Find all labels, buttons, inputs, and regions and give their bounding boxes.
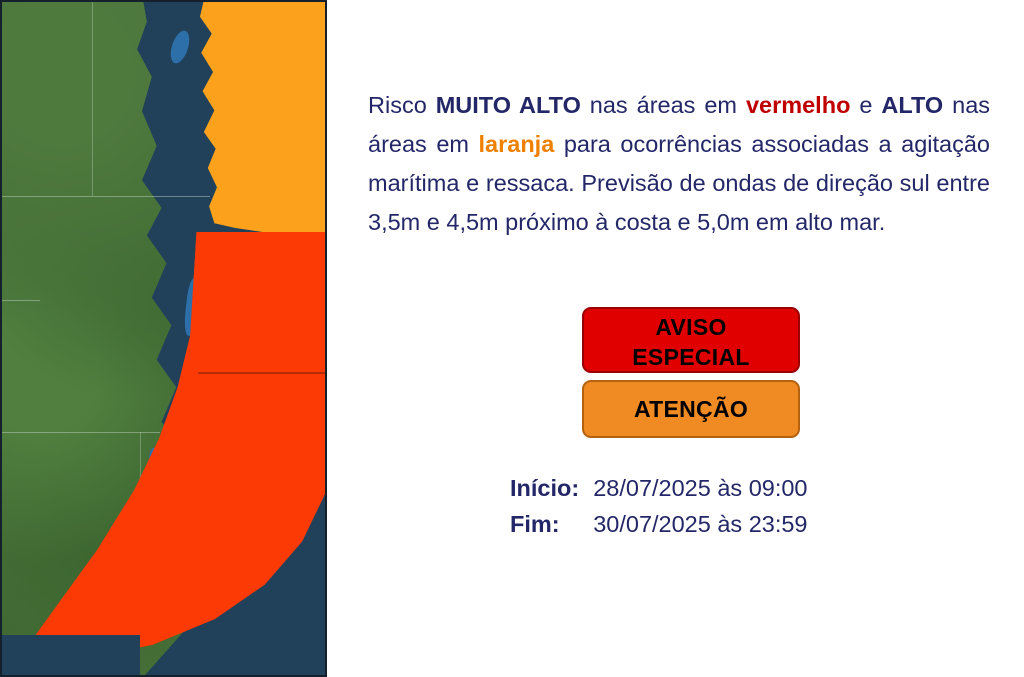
map-ocean-southwest: [0, 635, 140, 677]
period-start-value: 28/07/2025 às 09:00: [593, 475, 808, 501]
map-state-boundary: [0, 196, 210, 197]
warning-level-alto: ALTO: [881, 91, 944, 118]
warning-color-vermelho: vermelho: [745, 91, 851, 118]
content-panel: [327, 0, 1024, 677]
warning-text-part-5: e: [850, 91, 882, 118]
period-end-label: Fim:: [510, 511, 560, 537]
warning-text-part-9: para ocorrências associadas a agitação marítima e ressaca. Previsão de ondas de direção sul entre 3,5m e 4,5m próximo à costa e 5,0m em alto mar.: [368, 130, 990, 235]
period-end-row: [510, 506, 808, 542]
map-state-boundary: [0, 432, 160, 433]
map-zone-orange-atencao: [196, 0, 327, 240]
badge-aviso-especial-line1: AVISO: [655, 314, 727, 340]
warning-description: [368, 86, 990, 242]
period-end-value: 30/07/2025 às 23:59: [593, 511, 808, 537]
legend-badges: [582, 307, 800, 438]
period-start-label: Início:: [510, 475, 580, 501]
status-badge-aviso-especial: [582, 307, 800, 373]
warning-color-laranja: laranja: [478, 130, 555, 157]
warning-text-part-7: nas áreas em: [368, 91, 991, 157]
map-state-boundary: [92, 0, 93, 196]
map-zone-divider: [198, 372, 326, 374]
badge-aviso-especial-line2: ESPECIAL: [632, 344, 750, 370]
validity-period: [510, 470, 808, 542]
period-start-row: [510, 470, 808, 506]
map-state-boundary: [0, 300, 40, 301]
warning-level-muito-alto: MUITO ALTO: [435, 91, 581, 118]
warning-text-part-3: nas áreas em: [580, 91, 746, 118]
status-badge-atencao: [582, 380, 800, 438]
warning-map: [0, 0, 327, 677]
badge-atencao-label: ATENÇÃO: [633, 396, 749, 422]
warning-text-part-1: Risco: [368, 91, 436, 118]
